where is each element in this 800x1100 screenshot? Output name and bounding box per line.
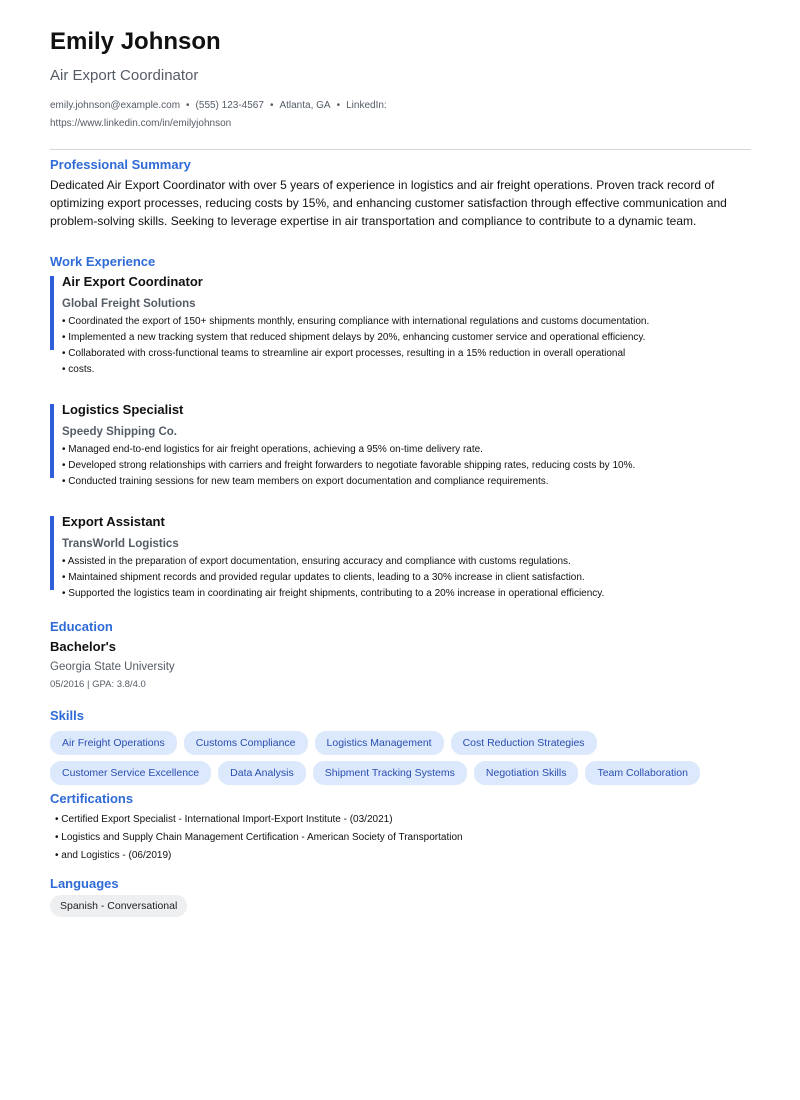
- job-accent-bar: [50, 404, 54, 478]
- job-bullet: • Conducted training sessions for new team members on export documentation and compliance requirements.: [62, 476, 549, 487]
- linkedin-label: LinkedIn:: [346, 100, 387, 111]
- skill-chip: Logistics Management: [315, 731, 444, 755]
- education-heading: Education: [50, 619, 113, 634]
- candidate-title: Air Export Coordinator: [50, 67, 199, 84]
- job-bullets: [62, 554, 751, 602]
- education-meta: 05/2016 | GPA: 3.8/4.0: [50, 679, 146, 690]
- job-bullet: • Coordinated the export of 150+ shipments monthly, ensuring compliance with international regulations and customs documentation.: [62, 316, 650, 327]
- languages-heading: Languages: [50, 876, 119, 891]
- language-chip: Spanish - Conversational: [50, 895, 187, 917]
- job-bullet: • Developed strong relationships with carriers and freight forwarders to negotiate favorable shipping rates, reducing costs by 10%.: [62, 460, 636, 471]
- job-accent-bar: [50, 276, 54, 350]
- header-divider: [50, 149, 751, 150]
- job-title: Air Export Coordinator: [62, 274, 203, 289]
- job-bullet: • Assisted in the preparation of export documentation, ensuring accuracy and compliance with customs regulations.: [62, 556, 571, 567]
- job-company: Global Freight Solutions: [62, 298, 196, 310]
- job-title: Logistics Specialist: [62, 402, 184, 417]
- skill-chip: Negotiation Skills: [474, 761, 579, 785]
- job-bullets: [62, 314, 751, 378]
- skills-list: [50, 731, 751, 791]
- job-bullet: • Collaborated with cross-functional teams to streamline air export processes, resulting in a 15% reduction in overall operational: [62, 348, 626, 359]
- job-bullet: • costs.: [62, 364, 95, 375]
- contact-separator: •: [336, 100, 341, 111]
- job-bullet: • Maintained shipment records and provided regular updates to clients, leading to a 30% increase in client satisfaction.: [62, 572, 585, 583]
- skill-chip: Customer Service Excellence: [50, 761, 211, 785]
- job-bullet: • Implemented a new tracking system that reduced shipment delays by 20%, enhancing customer service and operational efficiency.: [62, 332, 646, 343]
- job-entry: [50, 402, 751, 490]
- job-bullet: • Managed end-to-end logistics for air freight operations, achieving a 95% on-time delivery rate.: [62, 444, 483, 455]
- skills-section: [50, 708, 751, 791]
- candidate-name: Emily Johnson: [50, 28, 221, 55]
- skill-chip: Air Freight Operations: [50, 731, 177, 755]
- experience-heading: Work Experience: [50, 254, 156, 269]
- summary-text: Dedicated Air Export Coordinator with over 5 years of experience in logistics and air freight operations. Proven track record of optimizing export processes, reducing costs by 15%, and enhancing customer satisfaction through effective communication and problem-solving skills. Seeking to leverage expertise in air transportation and compliance to contribute to a dynamic team.: [50, 178, 727, 228]
- languages-section: [50, 876, 751, 917]
- certification-item: • Logistics and Supply Chain Management Certification - American Society of Transportation: [55, 832, 463, 843]
- skills-heading: Skills: [50, 708, 84, 723]
- certifications-heading: Certifications: [50, 791, 134, 806]
- job-bullets: [62, 442, 751, 490]
- certification-item: • and Logistics - (06/2019): [55, 850, 172, 861]
- job-bullet: • Supported the logistics team in coordinating air freight shipments, contributing to a 20% increase in operational efficiency.: [62, 588, 605, 599]
- contact-separator: •: [186, 100, 190, 111]
- contact-separator: •: [269, 100, 274, 111]
- contact-info: [50, 97, 450, 133]
- education-section: [50, 619, 751, 691]
- skill-chip: Cost Reduction Strategies: [451, 731, 597, 755]
- job-company: Speedy Shipping Co.: [62, 426, 178, 438]
- skill-chip: Team Collaboration: [585, 761, 699, 785]
- summary-section: [50, 157, 751, 230]
- education-school: Georgia State University: [50, 661, 175, 673]
- resume-header: [50, 28, 751, 133]
- education-degree: Bachelor's: [50, 639, 116, 654]
- location: Atlanta, GA: [279, 100, 331, 111]
- job-entry: [50, 514, 751, 602]
- summary-heading: Professional Summary: [50, 157, 191, 172]
- certifications-section: [50, 791, 751, 865]
- certification-item: • Certified Export Specialist - International Import-Export Institute - (03/2021): [55, 814, 393, 825]
- resume-page: [50, 28, 751, 917]
- email-link[interactable]: emily.johnson@example.com: [50, 100, 181, 111]
- experience-section: [50, 254, 751, 602]
- job-company: TransWorld Logistics: [62, 538, 179, 550]
- phone-number: (555) 123-4567: [195, 100, 264, 111]
- job-accent-bar: [50, 516, 54, 590]
- linkedin-link[interactable]: https://www.linkedin.com/in/emilyjohnson: [50, 118, 232, 129]
- job-entry: [50, 274, 751, 378]
- skill-chip: Shipment Tracking Systems: [313, 761, 467, 785]
- certifications-list: [50, 811, 751, 865]
- skill-chip: Data Analysis: [218, 761, 306, 785]
- job-title: Export Assistant: [62, 514, 165, 529]
- skill-chip: Customs Compliance: [184, 731, 308, 755]
